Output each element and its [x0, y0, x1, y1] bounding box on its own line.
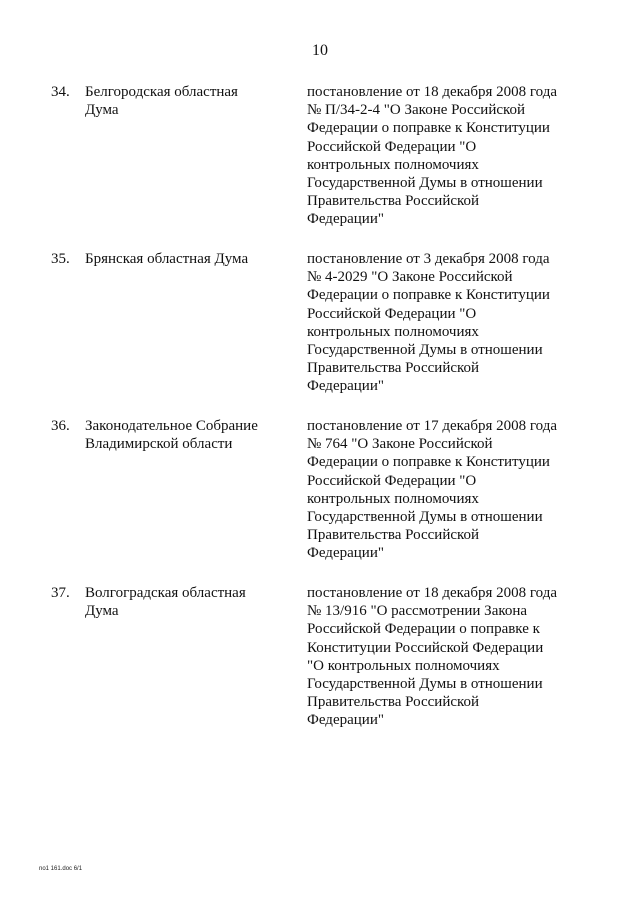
- entry-description: [307, 417, 587, 563]
- description-line: Российской Федерации о поправке к: [307, 621, 540, 638]
- entry-body-name: [85, 250, 275, 268]
- description-line: Государственной Думы в отношении: [307, 676, 543, 693]
- description-line: Государственной Думы в отношении: [307, 342, 543, 359]
- description-line: Конституции Российской Федерации: [307, 639, 544, 656]
- body-line: Дума: [85, 102, 119, 119]
- description-line: № 4-2029 "О Законе Российской: [307, 269, 513, 286]
- entry-body-name: [85, 83, 275, 119]
- description-line: Российской Федерации "О: [307, 472, 477, 489]
- description-line: постановление от 18 декабря 2008 года: [307, 84, 558, 100]
- entry-number: 34.: [51, 84, 70, 100]
- body-line: Дума: [85, 603, 119, 620]
- description-line: № П/34-2-4 "О Законе Российской: [307, 102, 526, 119]
- description-line: Федерации о поправке к Конституции: [307, 454, 550, 471]
- description-line: постановление от 3 декабря 2008 года: [307, 251, 550, 267]
- description-line: Федерации о поправке к Конституции: [307, 120, 550, 137]
- description-line: Федерации": [307, 545, 384, 562]
- description-line: Правительства Российской: [307, 193, 480, 210]
- description-line: Федерации о поправке к Конституции: [307, 287, 550, 304]
- entry-number: 37.: [51, 585, 70, 601]
- description-line: Российской Федерации "О: [307, 305, 477, 322]
- entry-description: [307, 83, 587, 229]
- entries-list: [0, 83, 640, 751]
- description-line: контрольных полномочиях: [307, 156, 479, 173]
- description-line: Российской Федерации "О: [307, 138, 477, 155]
- description-line: Федерации": [307, 378, 384, 395]
- description-line: № 764 "О Законе Российской: [307, 436, 493, 453]
- entry-36: [0, 417, 640, 584]
- body-line: Брянская областная Дума: [85, 251, 249, 267]
- description-line: № 13/916 "О рассмотрении Закона: [307, 603, 528, 620]
- entry-number: 35.: [51, 251, 70, 267]
- page-number: 10: [312, 42, 328, 59]
- entry-body-name: [85, 584, 275, 620]
- description-line: Правительства Российской: [307, 527, 480, 544]
- description-line: Федерации": [307, 712, 384, 729]
- description-line: контрольных полномочиях: [307, 323, 479, 340]
- entry-37: [0, 584, 640, 751]
- entry-34: [0, 83, 640, 250]
- description-line: постановление от 18 декабря 2008 года: [307, 585, 558, 601]
- description-line: Правительства Российской: [307, 360, 480, 377]
- entry-body-name: [85, 417, 275, 453]
- entry-number: 36.: [51, 418, 70, 434]
- description-line: постановление от 17 декабря 2008 года: [307, 418, 558, 434]
- body-line: Белгородская областная: [85, 84, 238, 100]
- description-line: "О контрольных полномочиях: [307, 657, 500, 674]
- entry-35: [0, 250, 640, 417]
- footer-file-code: no1 161.doc 6/1: [39, 866, 83, 872]
- description-line: Правительства Российской: [307, 694, 480, 711]
- entry-description: [307, 584, 587, 730]
- body-line: Законодательное Собрание: [85, 418, 258, 434]
- description-line: Федерации": [307, 211, 384, 228]
- body-line: Владимирской области: [85, 436, 233, 453]
- description-line: Государственной Думы в отношении: [307, 509, 543, 526]
- description-line: Государственной Думы в отношении: [307, 175, 543, 192]
- body-line: Волгоградская областная: [85, 585, 246, 601]
- description-line: контрольных полномочиях: [307, 490, 479, 507]
- entry-description: [307, 250, 587, 396]
